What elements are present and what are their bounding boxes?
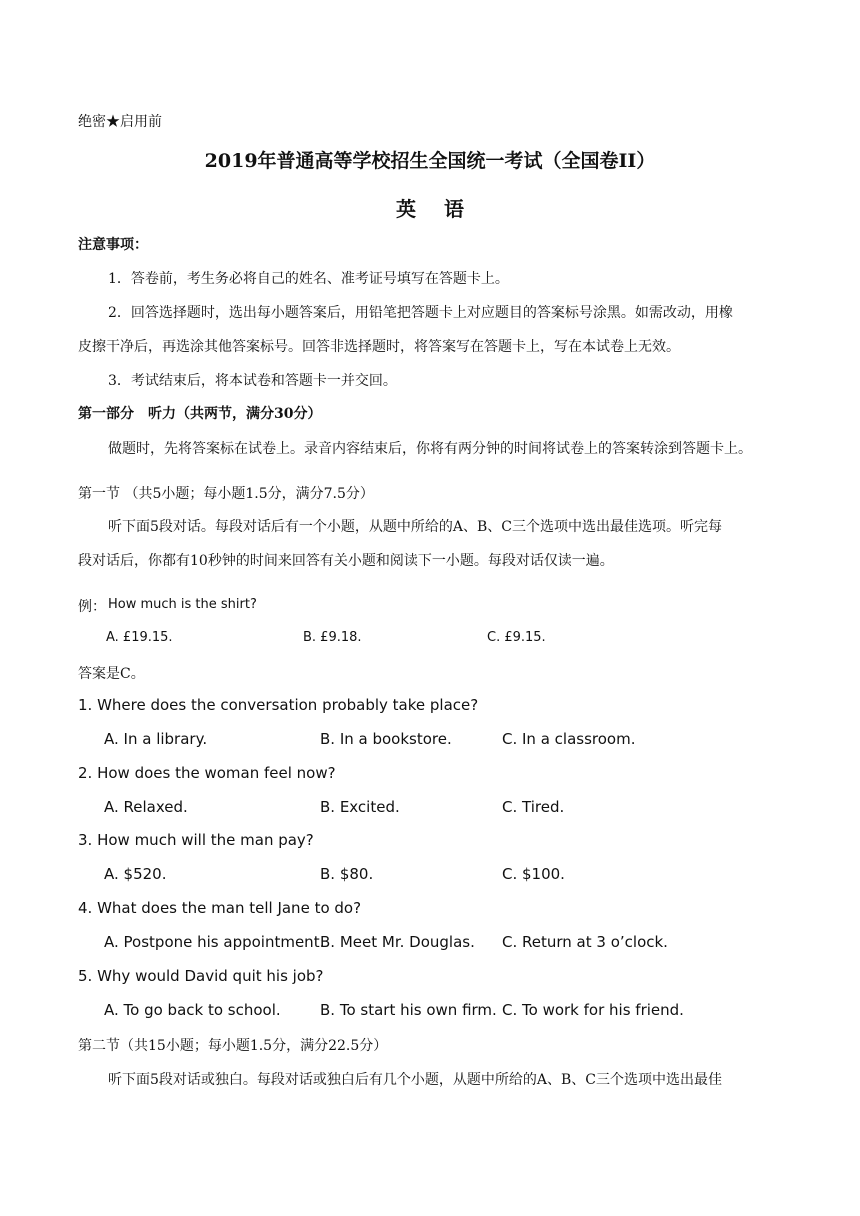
notice-item-1: 1．答卷前，考生务必将自己的姓名、准考证号填写在答题卡上。 — [108, 271, 509, 287]
section1-heading: 第一节 （共5小题；每小题1.5分，满分7.5分） — [78, 486, 374, 502]
question-3-option-b: B. $80. — [320, 865, 374, 883]
notice-item-3: 3．考试结束后，将本试卷和答题卡一并交回。 — [108, 373, 397, 389]
subject-title: 英语 — [396, 197, 492, 221]
question-4-option-b: B. Meet Mr. Douglas. — [320, 933, 475, 951]
notice-item-2-line-1: 2．回答选择题时，选出每小题答案后，用铅笔把答题卡上对应题目的答案标号涂黑。如需改动，用橡 — [108, 305, 733, 321]
example-option-b: B. £9.18. — [303, 630, 362, 645]
example-option-c: C. £9.15. — [487, 630, 546, 645]
section2-instruction-line-1: 听下面5段对话或独白。每段对话或独白后有几个小题，从题中所给的A、B、C三个选项中选出最佳 — [108, 1072, 723, 1088]
question-2-option-c: C. Tired. — [502, 798, 565, 816]
section2-heading: 第二节（共15小题；每小题1.5分，满分22.5分） — [78, 1038, 388, 1054]
question-2: 2. How does the woman feel now? — [78, 764, 336, 782]
question-5-option-b: B. To start his own firm. — [320, 1001, 497, 1019]
question-3: 3. How much will the man pay? — [78, 831, 314, 849]
question-4: 4. What does the man tell Jane to do? — [78, 899, 362, 917]
part1-instruction: 做题时，先将答案标在试卷上。录音内容结束后，你将有两分钟的时间将试卷上的答案转涂到答题卡上。 — [108, 441, 752, 457]
exam-title: 2019年普通高等学校招生全国统一考试（全国卷II） — [204, 150, 656, 172]
question-1-option-a: A. In a library. — [104, 730, 208, 748]
notice-heading: 注意事项： — [78, 237, 148, 253]
notice-item-2-line-2: 皮擦干净后，再选涂其他答案标号。回答非选择题时，将答案写在答题卡上，写在本试卷上无效。 — [78, 339, 680, 355]
question-3-option-a: A. $520. — [104, 865, 167, 883]
question-5: 5. Why would David quit his job? — [78, 967, 324, 985]
question-4-option-a: A. Postpone his appointment. — [104, 933, 325, 951]
example-question: How much is the shirt? — [108, 597, 257, 612]
question-4-option-c: C. Return at 3 o’clock. — [502, 933, 668, 951]
confidential-label: 绝密★启用前 — [78, 114, 162, 130]
section1-instruction-line-2: 段对话后，你都有10秒钟的时间来回答有关小题和阅读下一小题。每段对话仅读一遍。 — [78, 553, 614, 569]
question-5-option-c: C. To work for his friend. — [502, 1001, 684, 1019]
question-2-option-b: B. Excited. — [320, 798, 400, 816]
question-1-option-b: B. In a bookstore. — [320, 730, 452, 748]
question-5-option-a: A. To go back to school. — [104, 1001, 281, 1019]
example-label: 例： — [78, 599, 106, 615]
question-3-option-c: C. $100. — [502, 865, 565, 883]
section1-instruction-line-1: 听下面5段对话。每段对话后有一个小题，从题中所给的A、B、C三个选项中选出最佳选项。听完每 — [108, 519, 723, 535]
question-2-option-a: A. Relaxed. — [104, 798, 188, 816]
example-answer: 答案是C。 — [78, 666, 145, 682]
example-option-a: A. £19.15. — [106, 630, 173, 645]
question-1: 1. Where does the conversation probably take place? — [78, 696, 479, 714]
part1-heading: 第一部分 听力（共两节，满分30分） — [78, 406, 322, 422]
question-1-option-c: C. In a classroom. — [502, 730, 636, 748]
